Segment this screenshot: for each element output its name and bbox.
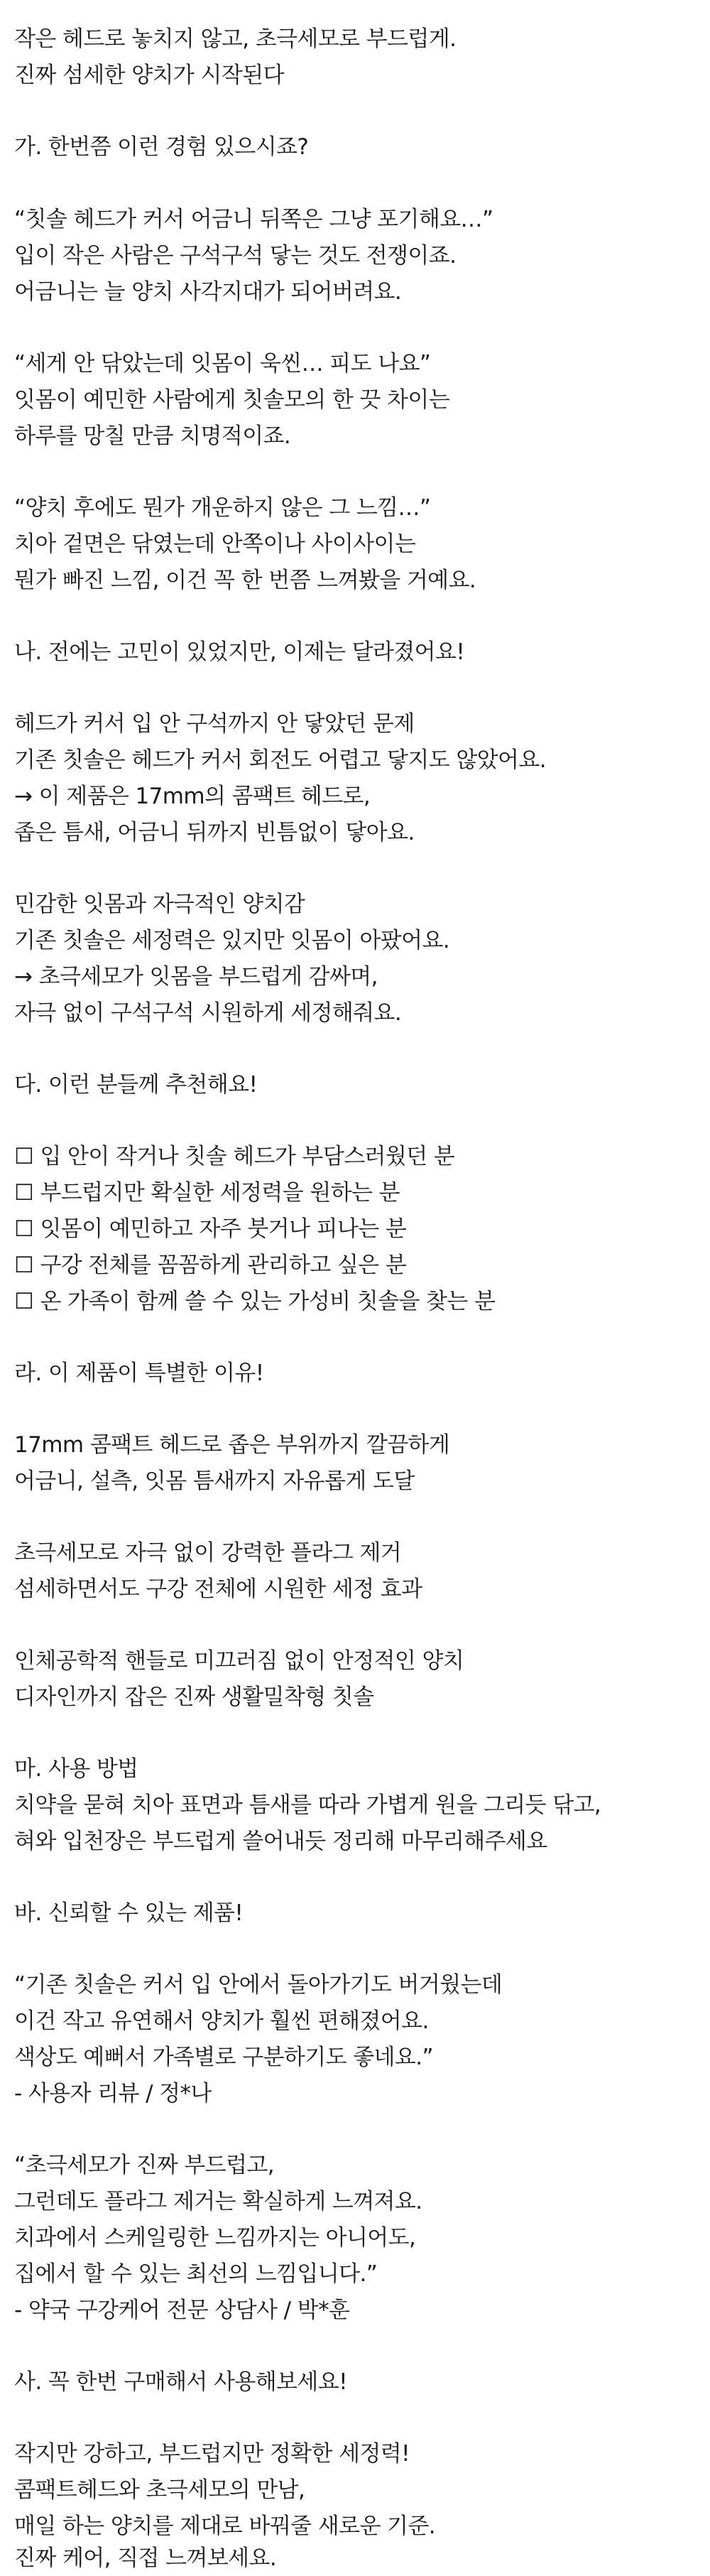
review-2-line-1: “초극세모가 진짜 부드럽고, — [14, 2153, 275, 2178]
section-b-item-2-title: 민감한 잇몸과 자극적인 양치감 — [14, 892, 305, 917]
section-c-checklist-item-1: ☐ 입 안이 작거나 칫솔 헤드가 부담스러웠던 분 — [14, 1144, 455, 1169]
section-b-item-2-line-3: 자극 없이 구석구석 시원하게 세정해줘요. — [14, 1000, 402, 1026]
section-b-item-1-line-1: 기존 칫솔은 헤드가 커서 회전도 어렵고 닿지도 않았어요. — [14, 747, 546, 773]
section-a-quote-2-line-1: 잇몸이 예민한 사람에게 칫솔모의 한 끗 차이는 — [14, 387, 450, 413]
section-a-quote-3-line-2: 뭔가 빠진 느낌, 이건 꼭 한 번쯤 느껴봤을 거예요. — [14, 568, 476, 593]
review-2-line-4: 집에서 할 수 있는 최선의 느낌입니다.” — [14, 2261, 378, 2287]
review-2-line-2: 그런데도 플라그 제거는 확실하게 느껴져요. — [14, 2189, 422, 2214]
section-g-line-3: 매일 하는 양치를 제대로 바꿔줄 새로운 기준. — [14, 2513, 436, 2539]
section-c-checklist-item-3: ☐ 잇몸이 예민하고 자주 붓거나 피나는 분 — [14, 1216, 407, 1242]
section-d-item-2-line-1: 초극세모로 자극 없이 강력한 플라그 제거 — [14, 1540, 402, 1566]
section-b-item-2-line-2: → 초극세모가 잇몸을 부드럽게 감싸며, — [14, 964, 378, 990]
section-e-heading: 마. 사용 방법 — [14, 1756, 138, 1782]
section-d-item-1-line-1: 17mm 콤팩트 헤드로 좁은 부위까지 깔끔하게 — [14, 1432, 450, 1458]
section-b-item-1-title: 헤드가 커서 입 안 구석까지 안 닿았던 문제 — [14, 711, 415, 737]
section-g-heading: 사. 꼭 한번 구매해서 사용해보세요! — [14, 2369, 347, 2395]
section-a-quote-1-line-1: 입이 작은 사람은 구석구석 닿는 것도 전쟁이죠. — [14, 243, 457, 269]
section-e-line-2: 혀와 입천장은 부드럽게 쓸어내듯 정리해 마무리해주세요 — [14, 1829, 547, 1854]
section-b-heading: 나. 전에는 고민이 있었지만, 이제는 달라졌어요! — [14, 639, 465, 665]
section-a-quote-1: “칫솔 헤드가 커서 어금니 뒤쪽은 그냥 포기해요…” — [14, 207, 493, 232]
review-1-line-3: 색상도 예뻐서 가족별로 구분하기도 좋네요.” — [14, 2045, 433, 2070]
section-a-quote-3-line-1: 치아 겉면은 닦였는데 안쪽이나 사이사이는 — [14, 531, 416, 557]
section-c-heading: 다. 이런 분들께 추천해요! — [14, 1072, 258, 1098]
section-d-item-3-line-2: 디자인까지 잡은 진짜 생활밀착형 칫솔 — [14, 1684, 374, 1710]
section-g-line-4: 진짜 케어, 직접 느껴보세요. — [14, 2545, 277, 2571]
section-d-item-2-line-2: 섬세하면서도 구강 전체에 시원한 세정 효과 — [14, 1576, 422, 1602]
section-b-item-1-line-2: → 이 제품은 17mm의 콤팩트 헤드로, — [14, 784, 371, 809]
section-e-line-1: 치약을 묻혀 치아 표면과 틈새를 따라 가볍게 원을 그리듯 닦고, — [14, 1792, 601, 1818]
section-f-heading: 바. 신뢰할 수 있는 제품! — [14, 1900, 244, 1926]
section-g-line-1: 작지만 강하고, 부드럽지만 정확한 세정력! — [14, 2441, 410, 2467]
section-d-item-3-line-1: 인체공학적 핸들로 미끄러짐 없이 안정적인 양치 — [14, 1648, 464, 1674]
section-b-item-1-line-3: 좁은 틈새, 어금니 뒤까지 빈틈없이 닿아요. — [14, 820, 415, 845]
intro-headline-line-2: 진짜 섬세한 양치가 시작된다 — [14, 63, 284, 88]
section-a-quote-2-line-2: 하루를 망칠 만큼 치명적이죠. — [14, 423, 291, 449]
section-a-quote-3: “양치 후에도 뭔가 개운하지 않은 그 느낌…” — [14, 495, 431, 521]
review-1-line-1: “기존 칫솔은 커서 입 안에서 돌아가기도 버거웠는데 — [14, 1972, 503, 1998]
section-c-checklist-item-2: ☐ 부드럽지만 확실한 세정력을 원하는 분 — [14, 1180, 400, 1206]
section-a-quote-2: “세게 안 닦았는데 잇몸이 욱씬… 피도 나요” — [14, 351, 431, 377]
intro-headline-line-1: 작은 헤드로 놓치지 않고, 초극세모로 부드럽게. — [14, 26, 457, 52]
section-g-line-2: 콤팩트헤드와 초극세모의 만남, — [14, 2477, 305, 2503]
review-1-line-2: 이건 작고 유연해서 양치가 훨씬 편해졌어요. — [14, 2008, 429, 2034]
review-2-line-3: 치과에서 스케일링한 느낌까지는 아니어도, — [14, 2225, 416, 2251]
section-d-item-1-line-2: 어금니, 설측, 잇몸 틈새까지 자유롭게 도달 — [14, 1468, 415, 1494]
section-a-quote-1-line-2: 어금니는 늘 양치 사각지대가 되어버려요. — [14, 279, 402, 305]
section-c-checklist-item-4: ☐ 구강 전체를 꼼꼼하게 관리하고 싶은 분 — [14, 1252, 407, 1278]
review-2-author: - 약국 구강케어 전문 상담사 / 박*훈 — [14, 2298, 350, 2323]
section-a-heading: 가. 한번쯤 이런 경험 있으시죠? — [14, 134, 309, 160]
section-b-item-2-line-1: 기존 칫솔은 세정력은 있지만 잇몸이 아팠어요. — [14, 928, 450, 953]
section-c-checklist-item-5: ☐ 온 가족이 함께 쓸 수 있는 가성비 칫솔을 찾는 분 — [14, 1289, 496, 1314]
section-d-heading: 라. 이 제품이 특별한 이유! — [14, 1360, 264, 1386]
review-1-author: - 사용자 리뷰 / 정*나 — [14, 2081, 212, 2106]
